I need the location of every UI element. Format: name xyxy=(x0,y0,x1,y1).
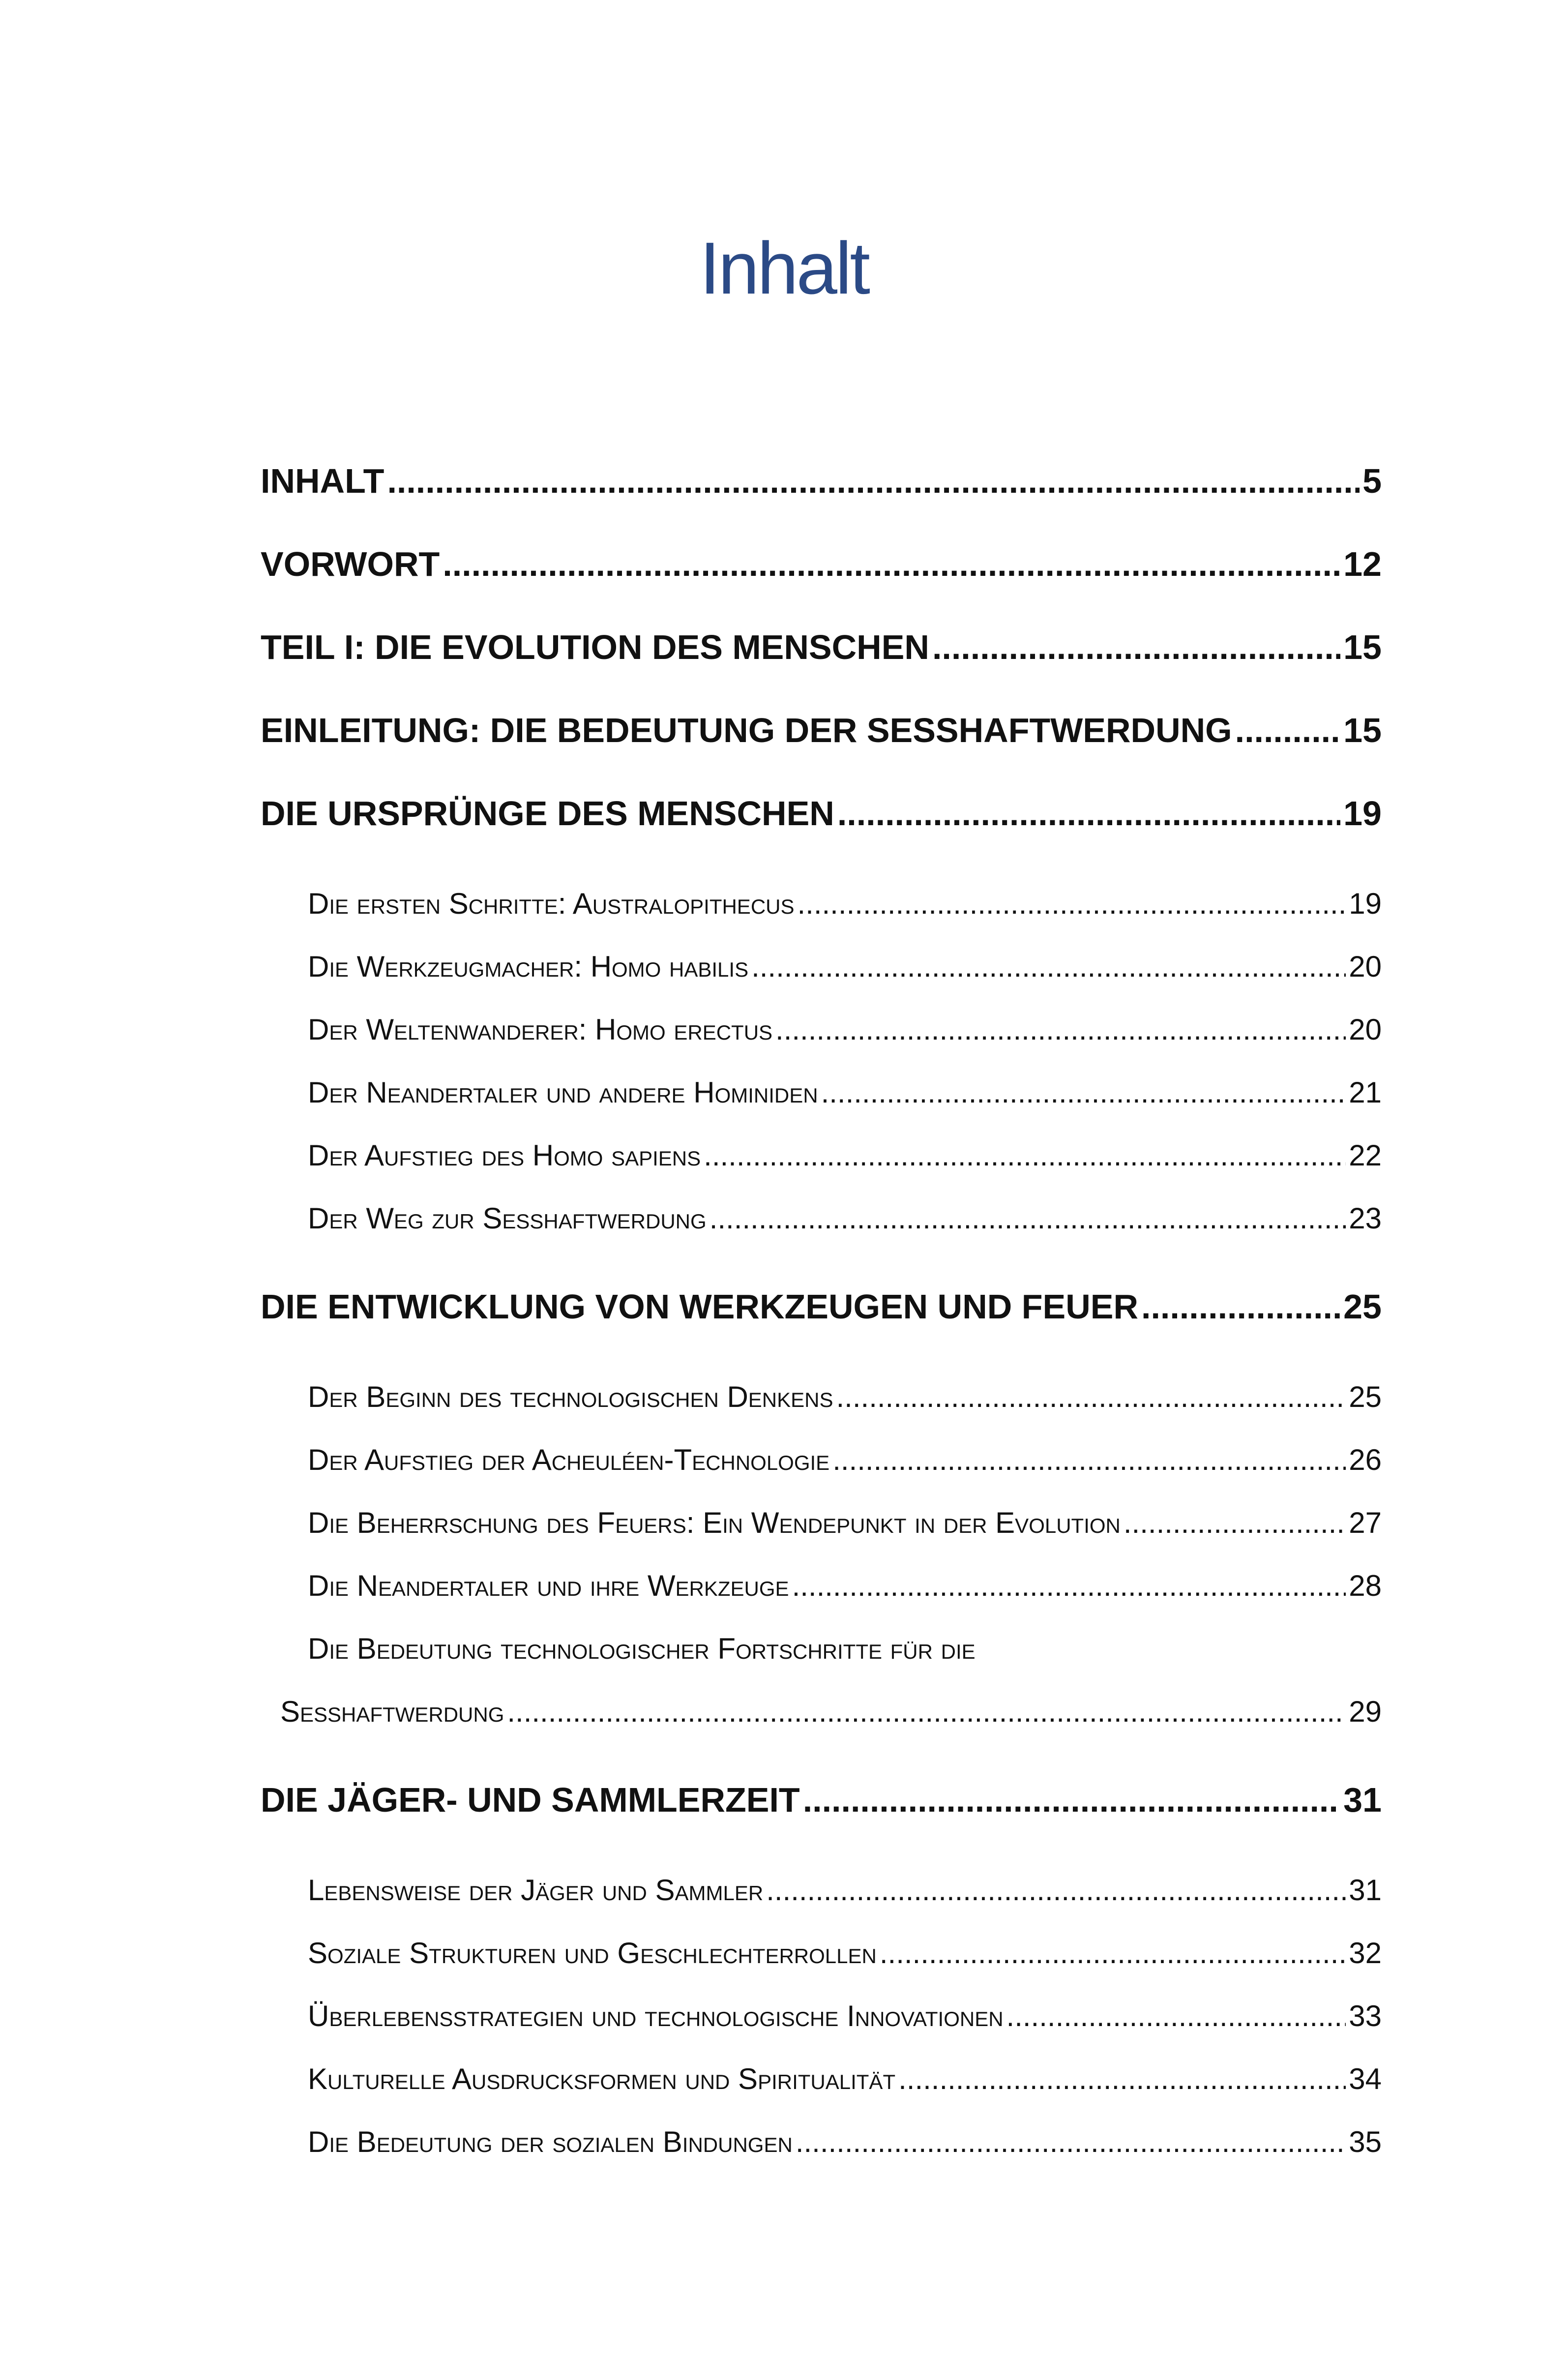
toc-chapter-entry[interactable] xyxy=(261,545,1382,583)
dot-leader xyxy=(751,951,1346,983)
toc-section-entry[interactable] xyxy=(261,2063,1382,2095)
toc-page-number: 35 xyxy=(1349,2126,1382,2158)
toc-section-entry[interactable] xyxy=(261,1874,1382,1907)
toc-section-label: Lebensweise der Jäger und Sammler xyxy=(308,1874,764,1907)
dot-leader xyxy=(1006,2000,1346,2032)
toc-chapter-label: TEIL I: DIE EVOLUTION DES MENSCHEN xyxy=(261,628,929,666)
page-title: Inhalt xyxy=(700,227,868,309)
toc-chapter-label: VORWORT xyxy=(261,545,440,583)
toc-chapter-label: INHALT xyxy=(261,462,385,500)
toc-chapter-entry[interactable] xyxy=(261,1288,1382,1326)
dot-leader xyxy=(775,1014,1346,1046)
toc-page-number: 28 xyxy=(1349,1570,1382,1602)
toc-section-label: Kulturelle Ausdrucksformen und Spiritualität xyxy=(308,2063,896,2095)
toc-chapter-entry[interactable] xyxy=(261,795,1382,833)
dot-leader xyxy=(766,1874,1346,1907)
toc-page-number: 27 xyxy=(1349,1507,1382,1539)
toc-page-number: 26 xyxy=(1349,1444,1382,1476)
toc-section-entry[interactable] xyxy=(261,1139,1382,1172)
toc-page-number: 12 xyxy=(1343,545,1382,583)
dot-leader xyxy=(796,2126,1346,2158)
toc-section-entry[interactable] xyxy=(261,1937,1382,1970)
dot-leader xyxy=(1235,712,1341,749)
toc-section-label: Die Neandertaler und ihre Werkzeuge xyxy=(308,1570,789,1602)
toc-chapter-entry[interactable] xyxy=(261,1781,1382,1819)
dot-leader xyxy=(898,2063,1346,2095)
toc-section-label: Überlebensstrategien und technologische Innovationen xyxy=(308,2000,1004,2032)
toc-page-number: 31 xyxy=(1343,1781,1382,1819)
toc-chapter-label: EINLEITUNG: DIE BEDEUTUNG DER SESSHAFTWERDUNG xyxy=(261,712,1232,749)
toc-page-number: 25 xyxy=(1349,1381,1382,1413)
toc-section-label: Der Neandertaler und andere Hominiden xyxy=(308,1076,818,1109)
toc-section-label: Die Bedeutung technologischer Fortschritte für die xyxy=(308,1632,976,1665)
toc-page-number: 19 xyxy=(1349,888,1382,920)
toc-page-number: 23 xyxy=(1349,1202,1382,1235)
toc-chapter-label: DIE URSPRÜNGE DES MENSCHEN xyxy=(261,795,834,833)
toc-page-number: 5 xyxy=(1362,462,1382,500)
dot-leader xyxy=(792,1570,1346,1602)
dot-leader xyxy=(798,888,1346,920)
dot-leader xyxy=(837,795,1340,833)
toc-section-entry[interactable] xyxy=(261,1076,1382,1109)
dot-leader xyxy=(832,1444,1346,1476)
toc-section-label: Die Bedeutung der sozialen Bindungen xyxy=(308,2126,793,2158)
toc-page-number: 29 xyxy=(1349,1696,1382,1728)
dot-leader xyxy=(803,1781,1340,1819)
toc-section-entry[interactable] xyxy=(261,1507,1382,1539)
toc-section-label: Sesshaftwerdung xyxy=(280,1696,504,1728)
dot-leader xyxy=(387,462,1360,500)
toc-page-number: 20 xyxy=(1349,951,1382,983)
toc-section-entry[interactable] xyxy=(261,1202,1382,1235)
toc-page-number: 19 xyxy=(1343,795,1382,833)
toc-page-number: 31 xyxy=(1349,1874,1382,1907)
dot-leader xyxy=(443,545,1340,583)
dot-leader xyxy=(836,1381,1346,1413)
toc-section-label: Soziale Strukturen und Geschlechterrollen xyxy=(308,1937,877,1970)
toc-section-entry-wrapped[interactable] xyxy=(261,1633,1382,1665)
toc-chapter-entry[interactable] xyxy=(261,462,1382,500)
toc-page-number: 22 xyxy=(1349,1139,1382,1172)
toc-chapter-entry[interactable] xyxy=(261,712,1382,749)
toc-section-entry[interactable] xyxy=(261,888,1382,920)
dot-leader xyxy=(704,1139,1346,1172)
toc-section-label: Der Weg zur Sesshaftwerdung xyxy=(308,1202,707,1235)
toc-page-number: 32 xyxy=(1349,1937,1382,1970)
dot-leader xyxy=(880,1937,1346,1970)
toc-section-entry[interactable] xyxy=(261,1014,1382,1046)
dot-leader xyxy=(1124,1507,1346,1539)
toc-section-label: Der Beginn des technologischen Denkens xyxy=(308,1381,833,1413)
toc-page-number: 15 xyxy=(1343,628,1382,666)
dot-leader xyxy=(710,1202,1346,1235)
dot-leader xyxy=(507,1696,1346,1728)
toc-page-number: 21 xyxy=(1349,1076,1382,1109)
toc-chapter-entry[interactable] xyxy=(261,628,1382,666)
toc-section-entry[interactable] xyxy=(261,2126,1382,2158)
toc-page-number: 15 xyxy=(1343,712,1382,749)
toc-section-label: Die ersten Schritte: Australopithecus xyxy=(308,888,795,920)
toc-page-number: 20 xyxy=(1349,1014,1382,1046)
toc-chapter-label: DIE JÄGER- UND SAMMLERZEIT xyxy=(261,1781,800,1819)
toc-section-entry[interactable] xyxy=(261,951,1382,983)
toc-page-number: 34 xyxy=(1349,2063,1382,2095)
toc-chapter-label: DIE ENTWICKLUNG VON WERKZEUGEN UND FEUER xyxy=(261,1288,1138,1326)
table-of-contents xyxy=(261,462,1382,2189)
toc-section-entry[interactable] xyxy=(261,2000,1382,2032)
toc-page-number: 33 xyxy=(1349,2000,1382,2032)
toc-page-number: 25 xyxy=(1343,1288,1382,1326)
toc-section-label: Der Aufstieg der Acheuléen-Technologie xyxy=(308,1444,830,1476)
dot-leader xyxy=(821,1076,1346,1109)
toc-section-label: Die Beherrschung des Feuers: Ein Wendepunkt in der Evolution xyxy=(308,1507,1121,1539)
dot-leader xyxy=(1141,1288,1340,1326)
toc-section-entry[interactable] xyxy=(261,1444,1382,1476)
toc-section-entry[interactable] xyxy=(261,1381,1382,1413)
toc-section-label: Der Aufstieg des Homo sapiens xyxy=(308,1139,701,1172)
toc-section-label: Die Werkzeugmacher: Homo habilis xyxy=(308,951,749,983)
toc-section-label: Der Weltenwanderer: Homo erectus xyxy=(308,1014,773,1046)
dot-leader xyxy=(932,628,1340,666)
toc-section-entry-continuation[interactable] xyxy=(261,1696,1382,1728)
toc-section-entry[interactable] xyxy=(261,1570,1382,1602)
